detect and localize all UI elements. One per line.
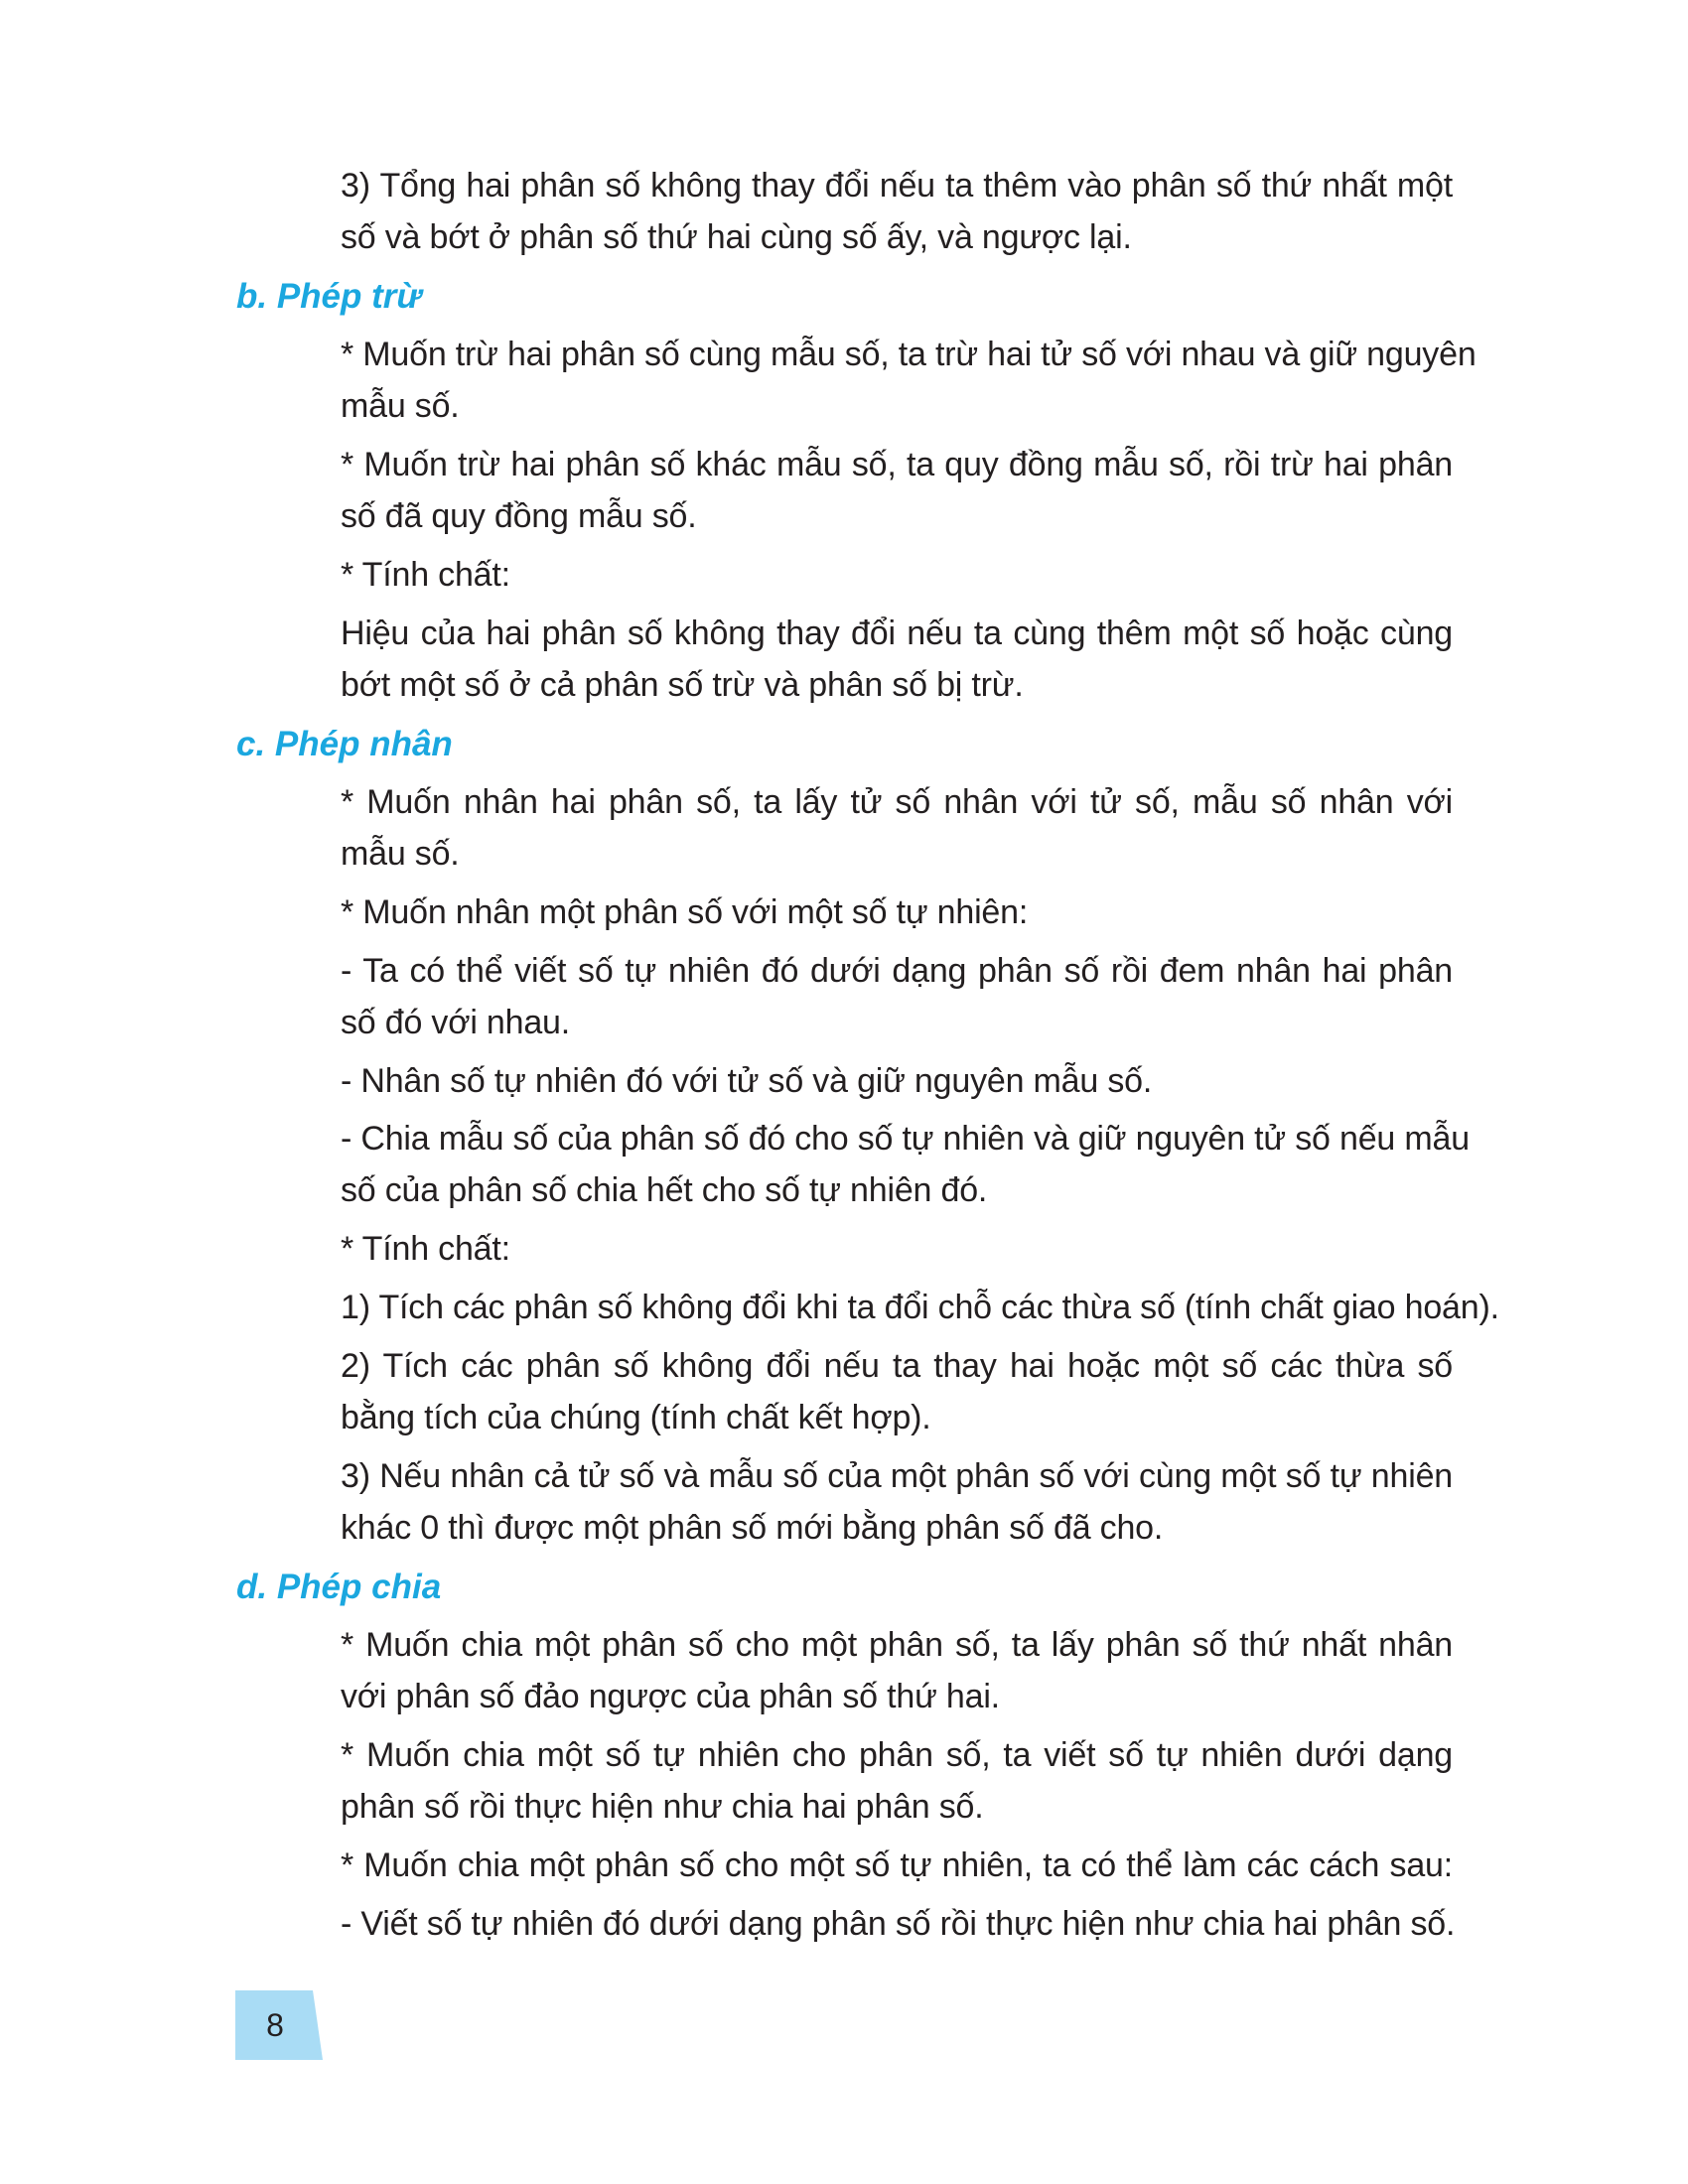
multiplication-property-3-line-2: khác 0 thì được một phân số mới bằng phân số đã cho. xyxy=(341,1509,1164,1547)
subtraction-rule-1-line-1: * Muốn trừ hai phân số cùng mẫu số, ta trừ hai tử số với nhau và giữ nguyên xyxy=(341,336,1477,373)
multiplication-property-3-line-1: 3) Nếu nhân cả tử số và mẫu số của một phân số với cùng một số tự nhiên xyxy=(341,1457,1453,1495)
sum-property-3-line-1: 3) Tổng hai phân số không thay đổi nếu ta thêm vào phân số thứ nhất một xyxy=(341,167,1453,205)
multiplication-property-1: 1) Tích các phân số không đổi khi ta đổi chỗ các thừa số (tính chất giao hoán). xyxy=(341,1289,1499,1326)
page-number: 8 xyxy=(266,2007,284,2043)
division-rule-2-line-1: * Muốn chia một số tự nhiên cho phân số, ta viết số tự nhiên dưới dạng xyxy=(341,1736,1453,1774)
multiplication-method-3-line-2: số của phân số chia hết cho số tự nhiên đó. xyxy=(341,1171,988,1209)
multiplication-rule-1-line-1: * Muốn nhân hai phân số, ta lấy tử số nhân với tử số, mẫu số nhân với xyxy=(341,783,1453,821)
multiplication-property-2-line-1: 2) Tích các phân số không đổi nếu ta thay hai hoặc một số các thừa số xyxy=(341,1347,1453,1385)
division-rule-1-line-1: * Muốn chia một phân số cho một phân số, ta lấy phân số thứ nhất nhân xyxy=(341,1626,1453,1664)
sum-property-3-line-2: số và bớt ở phân số thứ hai cùng số ấy, và ngược lại. xyxy=(341,218,1132,256)
page-number-tab xyxy=(235,1990,323,2060)
multiplication-rule-2: * Muốn nhân một phân số với một số tự nhiên: xyxy=(341,893,1029,931)
division-heading: d. Phép chia xyxy=(236,1568,442,1606)
division-rule-3: * Muốn chia một phân số cho một số tự nhiên, ta có thể làm các cách sau: xyxy=(341,1846,1453,1884)
subtraction-property-line-1: Hiệu của hai phân số không thay đổi nếu ta cùng thêm một số hoặc cùng xyxy=(341,614,1453,652)
multiplication-property-2-line-2: bằng tích của chúng (tính chất kết hợp). xyxy=(341,1399,931,1436)
subtraction-rule-2-line-2: số đã quy đồng mẫu số. xyxy=(341,497,697,535)
subtraction-rule-2-line-1: * Muốn trừ hai phân số khác mẫu số, ta quy đồng mẫu số, rồi trừ hai phân xyxy=(341,446,1453,483)
multiplication-heading: c. Phép nhân xyxy=(236,725,453,763)
multiplication-method-3-line-1: - Chia mẫu số của phân số đó cho số tự nhiên và giữ nguyên tử số nếu mẫu xyxy=(341,1120,1470,1158)
subtraction-rule-1-line-2: mẫu số. xyxy=(341,387,460,425)
division-rule-2-line-2: phân số rồi thực hiện như chia hai phân số. xyxy=(341,1788,984,1826)
multiplication-rule-1-line-2: mẫu số. xyxy=(341,835,460,873)
multiplication-method-1-line-2: số đó với nhau. xyxy=(341,1004,570,1041)
division-method-1: - Viết số tự nhiên đó dưới dạng phân số rồi thực hiện như chia hai phân số. xyxy=(341,1905,1456,1943)
multiplication-method-2: - Nhân số tự nhiên đó với tử số và giữ nguyên mẫu số. xyxy=(341,1062,1153,1100)
multiplication-property-label: * Tính chất: xyxy=(341,1230,510,1268)
division-rule-1-line-2: với phân số đảo ngược của phân số thứ hai. xyxy=(341,1678,1000,1715)
multiplication-method-1-line-1: - Ta có thể viết số tự nhiên đó dưới dạng phân số rồi đem nhân hai phân xyxy=(341,952,1453,990)
subtraction-property-label: * Tính chất: xyxy=(341,556,510,594)
subtraction-property-line-2: bớt một số ở cả phân số trừ và phân số bị trừ. xyxy=(341,666,1024,704)
subtraction-heading: b. Phép trừ xyxy=(236,277,422,316)
